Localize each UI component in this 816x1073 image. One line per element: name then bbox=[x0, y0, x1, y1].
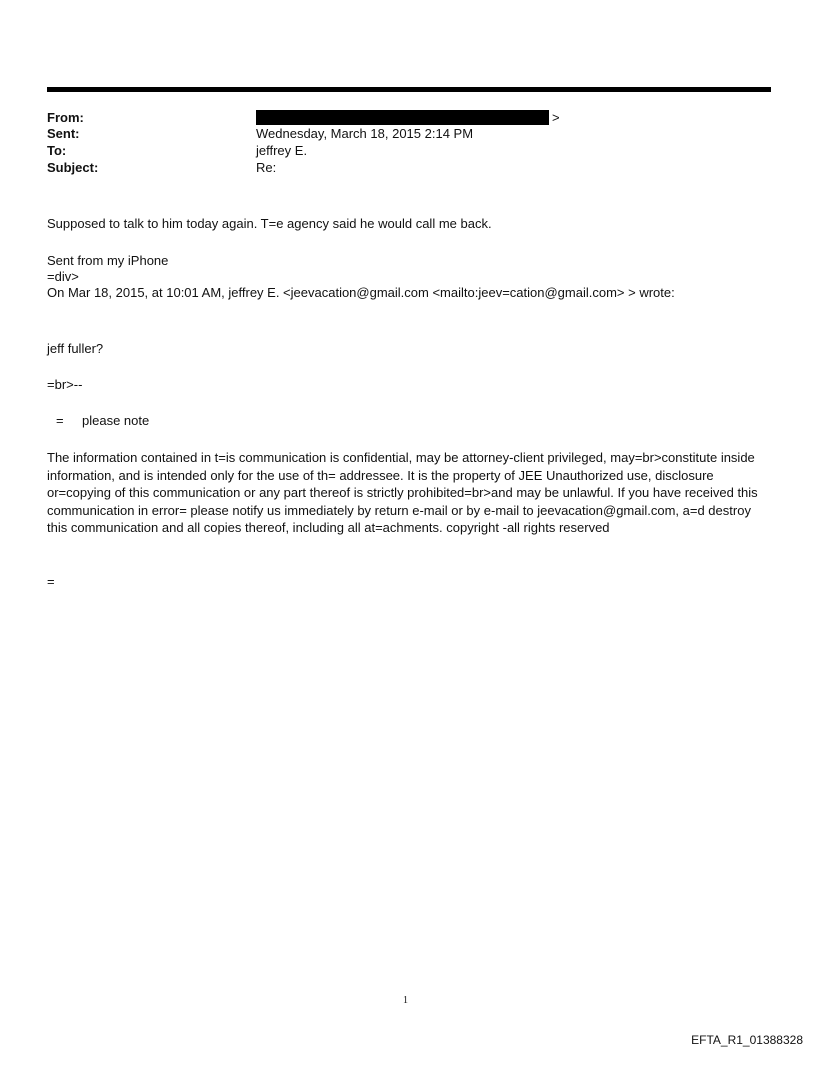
quoted-text: jeff fuller? bbox=[47, 341, 104, 356]
from-suffix: > bbox=[552, 110, 560, 125]
subject-value: Re: bbox=[256, 160, 277, 175]
signature: Sent from my iPhone bbox=[47, 253, 169, 268]
to-value: jeffrey E. bbox=[256, 143, 308, 158]
br-tag: =br>-- bbox=[47, 377, 83, 392]
page-number: 1 bbox=[403, 995, 408, 1006]
body-line: Supposed to talk to him today again. T=e agency said he would call me back. bbox=[47, 216, 492, 231]
div-tag: =div> bbox=[47, 269, 79, 284]
redaction-box bbox=[256, 110, 549, 125]
sent-value: Wednesday, March 18, 2015 2:14 PM bbox=[256, 126, 474, 141]
sent-label: Sent: bbox=[47, 126, 80, 141]
trailing-eq: = bbox=[47, 574, 55, 589]
note-eq: = bbox=[56, 413, 64, 428]
subject-label: Subject: bbox=[47, 160, 99, 175]
from-label: From: bbox=[47, 110, 84, 125]
quote-intro: On Mar 18, 2015, at 10:01 AM, jeffrey E. <jeevacation@gmail.com <mailto:jeev=cation@gmail.com> > wrote: bbox=[47, 285, 675, 300]
disclaimer: The information contained in t=is communication is confidential, may be attorney-client privileged, may=br>constitute inside information, and is intended only for the use of th= addressee. It is the property of JEE Unauthorized use, disclosure or=copying of this communication or any part thereof is strictly prohibited=br>and may be unlawful. If you have received this communication in error= please notify us immediately by return e-mail or by e-mail to jeevacation@gmail.com, a=d destroy this communication and all copies thereof, including all at=achments. copyright -all rights reserved bbox=[47, 450, 758, 536]
to-label: To: bbox=[47, 143, 67, 158]
document-id: EFTA_R1_01388328 bbox=[691, 1033, 803, 1047]
header-rule bbox=[47, 87, 771, 92]
note-text: please note bbox=[82, 413, 150, 428]
